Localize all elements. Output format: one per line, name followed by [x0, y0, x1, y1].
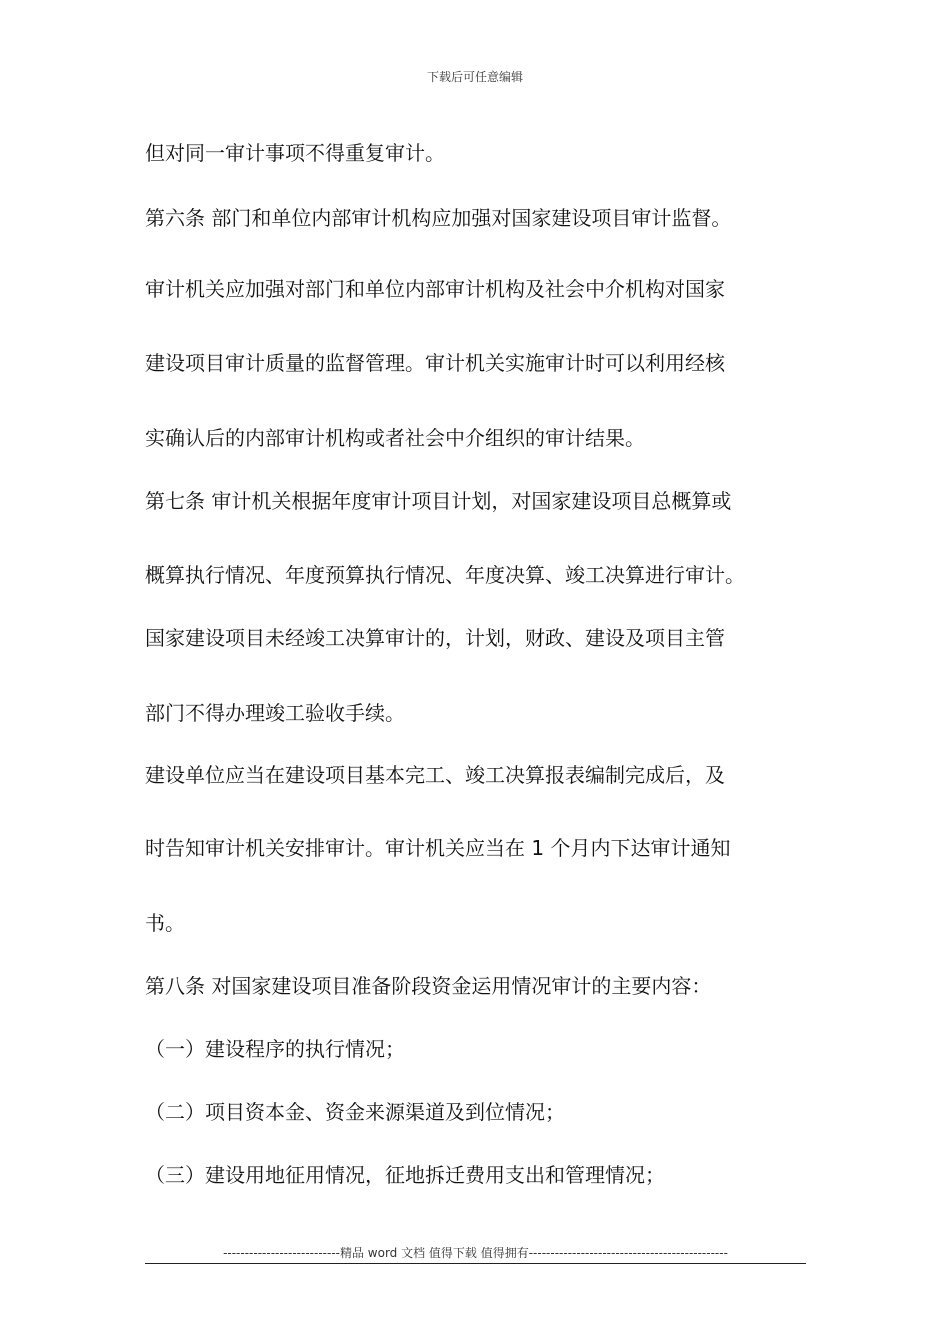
- footer-divider: [145, 1263, 806, 1264]
- body-line: 第六条 部门和单位内部审计机构应加强对国家建设项目审计监督。: [145, 206, 732, 230]
- header-note: 下载后可任意编辑: [426, 70, 523, 84]
- body-line: 概算执行情况、年度预算执行情况、年度决算、竣工决算进行审计。: [145, 563, 745, 587]
- body-line: 国家建设项目未经竣工决算审计的，计划，财政、建设及项目主管: [145, 626, 725, 650]
- body-line: 时告知审计机关安排审计。审计机关应当在 1 个月内下达审计通知: [145, 836, 731, 860]
- body-line: 实确认后的内部审计机构或者社会中介组织的审计结果。: [145, 426, 645, 450]
- body-line: 但对同一审计事项不得重复审计。: [145, 141, 445, 165]
- body-line: 第八条 对国家建设项目准备阶段资金运用情况审计的主要内容：: [145, 974, 712, 998]
- list-item: （三）建设用地征用情况，征地拆迁费用支出和管理情况；: [145, 1163, 665, 1187]
- body-line: 建设项目审计质量的监督管理。审计机关实施审计时可以利用经核: [145, 351, 725, 375]
- list-item: （一）建设程序的执行情况；: [145, 1037, 405, 1061]
- list-item: （二）项目资本金、资金来源渠道及到位情况；: [145, 1100, 565, 1124]
- body-line: 建设单位应当在建设项目基本完工、竣工决算报表编制完成后，及: [145, 763, 725, 787]
- footer-note: ---------------------------精品 word 文档 值得下载 值得拥有----------------------------------------------: [223, 1246, 728, 1260]
- body-line: 部门不得办理竣工验收手续。: [145, 701, 405, 725]
- body-line: 审计机关应加强对部门和单位内部审计机构及社会中介机构对国家: [145, 277, 725, 301]
- body-line: 第七条 审计机关根据年度审计项目计划，对国家建设项目总概算或: [145, 489, 732, 513]
- body-line: 书。: [145, 911, 185, 935]
